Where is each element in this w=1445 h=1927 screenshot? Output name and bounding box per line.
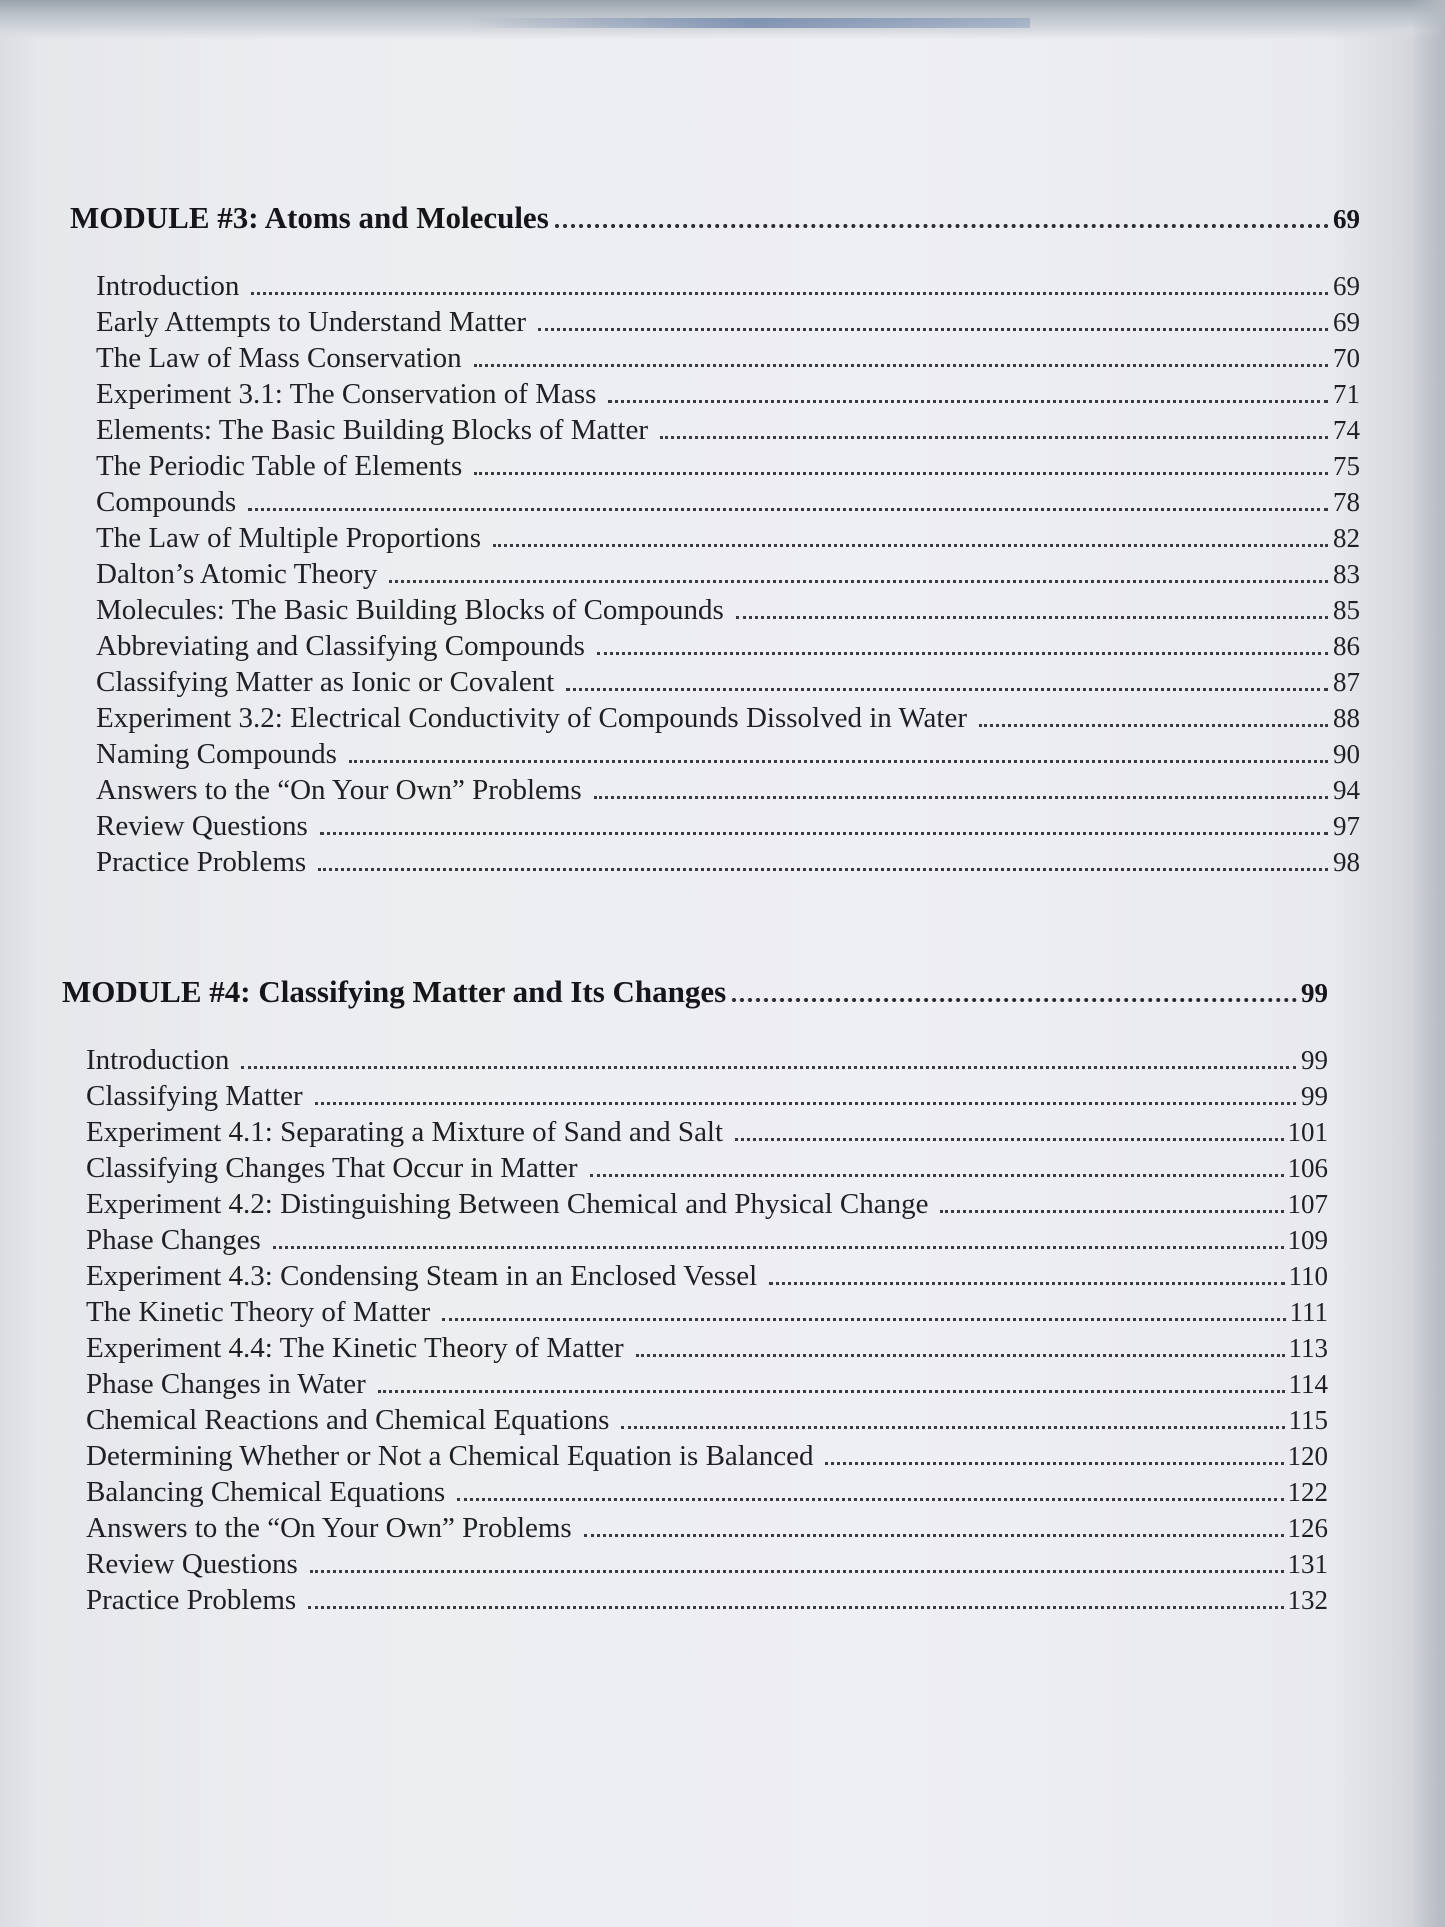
toc-entry: [62, 1258, 1328, 1294]
toc-entry: [62, 1510, 1328, 1546]
page-number: 101: [1287, 1117, 1328, 1147]
page-number: 69: [1333, 271, 1360, 301]
leader-dots: [474, 364, 1328, 367]
page-number: 90: [1333, 739, 1360, 769]
toc-entry: [70, 556, 1360, 592]
leader-dots: [251, 292, 1328, 295]
page-number: 110: [1288, 1261, 1328, 1291]
entry-title: Answers to the “On Your Own” Problems: [86, 1512, 572, 1544]
leader-dots: [769, 1282, 1284, 1285]
entry-title: Phase Changes in Water: [86, 1368, 366, 1400]
leader-dots: [318, 868, 1328, 871]
entry-title: Classifying Changes That Occur in Matter: [86, 1152, 578, 1184]
page-number: 120: [1287, 1441, 1328, 1471]
entry-title: Review Questions: [96, 810, 308, 842]
leader-dots: [594, 796, 1328, 799]
toc-entry: [70, 628, 1360, 664]
leader-dots: [349, 760, 1328, 763]
page-number: 70: [1333, 343, 1360, 373]
page-number: 132: [1287, 1585, 1328, 1615]
toc-entry: [62, 1294, 1328, 1330]
page-number: 85: [1333, 595, 1360, 625]
entry-title: Determining Whether or Not a Chemical Equation is Balanced: [86, 1440, 814, 1472]
leader-dots: [597, 652, 1328, 655]
leader-dots: [310, 1570, 1284, 1573]
toc-entry: [62, 1150, 1328, 1186]
module-3-section: [70, 198, 1360, 880]
entry-title: Answers to the “On Your Own” Problems: [96, 774, 582, 806]
entry-title: Experiment 4.2: Distinguishing Between Chemical and Physical Change: [86, 1188, 929, 1220]
page-number: 98: [1333, 847, 1360, 877]
module-title: MODULE #3: Atoms and Molecules: [70, 200, 549, 235]
toc-entry: [70, 592, 1360, 628]
module-4-heading: [62, 972, 1328, 1012]
page-number: 78: [1333, 487, 1360, 517]
leader-dots: [320, 832, 1328, 835]
page-number: 74: [1333, 415, 1360, 445]
entry-title: Classifying Matter: [86, 1080, 303, 1112]
page-number: 113: [1288, 1333, 1328, 1363]
toc-entry: [62, 1114, 1328, 1150]
entry-title: Experiment 4.1: Separating a Mixture of Sand and Salt: [86, 1116, 724, 1148]
leader-dots: [566, 688, 1328, 691]
leader-dots: [308, 1606, 1283, 1609]
entry-title: The Periodic Table of Elements: [96, 450, 463, 482]
toc-entry: [62, 1582, 1328, 1618]
entry-title: Chemical Reactions and Chemical Equations: [86, 1404, 610, 1436]
entry-title: Phase Changes: [86, 1224, 261, 1256]
entry-title: Naming Compounds: [96, 738, 337, 770]
leader-dots: [940, 1210, 1283, 1213]
page-number: 109: [1287, 1225, 1328, 1255]
module-4-section: [62, 972, 1328, 1618]
entry-title: Experiment 3.2: Electrical Conductivity of Compounds Dissolved in Water: [96, 702, 968, 734]
toc-entry: [70, 736, 1360, 772]
leader-dots: [389, 580, 1328, 583]
leader-dots: [248, 508, 1328, 511]
leader-dots: [736, 616, 1328, 619]
entry-title: The Law of Mass Conservation: [96, 342, 462, 374]
leader-dots: [608, 400, 1328, 403]
leader-dots: [493, 544, 1328, 547]
leader-dots: [315, 1102, 1296, 1105]
entry-title: Review Questions: [86, 1548, 298, 1580]
page-number: 82: [1333, 523, 1360, 553]
page-number: 99: [1301, 1045, 1328, 1075]
leader-dots: [621, 1426, 1284, 1429]
module-3-heading: [70, 198, 1360, 238]
toc-entry: [70, 664, 1360, 700]
page-number: 69: [1333, 307, 1360, 337]
page-number: 69: [1333, 204, 1360, 234]
page-number: 111: [1289, 1297, 1328, 1327]
entry-title: The Law of Multiple Proportions: [96, 522, 482, 554]
toc-entry: [70, 484, 1360, 520]
toc-entry: [70, 304, 1360, 340]
toc-entry: [70, 268, 1360, 304]
entry-title: Abbreviating and Classifying Compounds: [96, 630, 585, 662]
toc-entry: [62, 1222, 1328, 1258]
leader-dots: [636, 1354, 1285, 1357]
entry-title: Compounds: [96, 486, 237, 518]
entry-title: Practice Problems: [86, 1584, 297, 1616]
entry-title: The Kinetic Theory of Matter: [86, 1296, 431, 1328]
page-number: 97: [1333, 811, 1360, 841]
leader-dots: [590, 1174, 1284, 1177]
entry-title: Dalton’s Atomic Theory: [96, 558, 378, 590]
toc-entry: [62, 1438, 1328, 1474]
leader-dots: [273, 1246, 1284, 1249]
page-number: 115: [1288, 1405, 1328, 1435]
toc-entry: [62, 1042, 1328, 1078]
toc-entry: [70, 772, 1360, 808]
page-number: 75: [1333, 451, 1360, 481]
leader-dots: [660, 436, 1328, 439]
entry-title: Introduction: [86, 1044, 230, 1076]
page-number: 126: [1287, 1513, 1328, 1543]
page-number: 114: [1288, 1369, 1328, 1399]
page-number: 99: [1301, 978, 1328, 1008]
toc-entry: [70, 376, 1360, 412]
leader-dots: [979, 724, 1328, 727]
toc-entry: [62, 1402, 1328, 1438]
leader-dots: [538, 328, 1328, 331]
leader-dots: [241, 1066, 1296, 1069]
toc-entry: [70, 448, 1360, 484]
page-number: 99: [1301, 1081, 1328, 1111]
entry-title: Early Attempts to Understand Matter: [96, 306, 527, 338]
leader-dots: [735, 1138, 1283, 1141]
entry-title: Experiment 4.4: The Kinetic Theory of Matter: [86, 1332, 624, 1364]
leader-dots: [457, 1498, 1283, 1501]
entry-title: Experiment 4.3: Condensing Steam in an Enclosed Vessel: [86, 1260, 758, 1292]
entry-title: Molecules: The Basic Building Blocks of Compounds: [96, 594, 724, 626]
page-number: 106: [1287, 1153, 1328, 1183]
entry-title: Introduction: [96, 270, 240, 302]
leader-dots: [584, 1534, 1284, 1537]
leader-dots: [378, 1390, 1285, 1393]
toc-entry: [62, 1330, 1328, 1366]
module-title: MODULE #4: Classifying Matter and Its Changes: [62, 974, 727, 1009]
leader-dots: [474, 472, 1328, 475]
leader-dots: [825, 1462, 1283, 1465]
page-number: 71: [1333, 379, 1360, 409]
entry-title: Practice Problems: [96, 846, 307, 878]
toc-entry: [70, 340, 1360, 376]
entry-title: Elements: The Basic Building Blocks of Matter: [96, 414, 648, 446]
toc-entry: [62, 1186, 1328, 1222]
toc-entry: [62, 1546, 1328, 1582]
entry-title: Balancing Chemical Equations: [86, 1476, 446, 1508]
entry-title: Experiment 3.1: The Conservation of Mass: [96, 378, 597, 410]
toc-entry: [62, 1474, 1328, 1510]
leader-dots: [442, 1318, 1285, 1321]
page-number: 107: [1287, 1189, 1328, 1219]
page-number: 122: [1287, 1477, 1328, 1507]
toc-entry: [70, 700, 1360, 736]
page-number: 87: [1333, 667, 1360, 697]
leader-dots: [555, 224, 1329, 228]
page-number: 94: [1333, 775, 1360, 805]
toc-entry: [62, 1366, 1328, 1402]
toc-entry: [62, 1078, 1328, 1114]
toc-entry: [70, 412, 1360, 448]
page-number: 83: [1333, 559, 1360, 589]
page-number: 86: [1333, 631, 1360, 661]
toc-entry: [70, 520, 1360, 556]
toc-entry: [70, 844, 1360, 880]
leader-dots: [732, 998, 1297, 1002]
toc-entry: [70, 808, 1360, 844]
page-number: 131: [1287, 1549, 1328, 1579]
page-number: 88: [1333, 703, 1360, 733]
entry-title: Classifying Matter as Ionic or Covalent: [96, 666, 555, 698]
